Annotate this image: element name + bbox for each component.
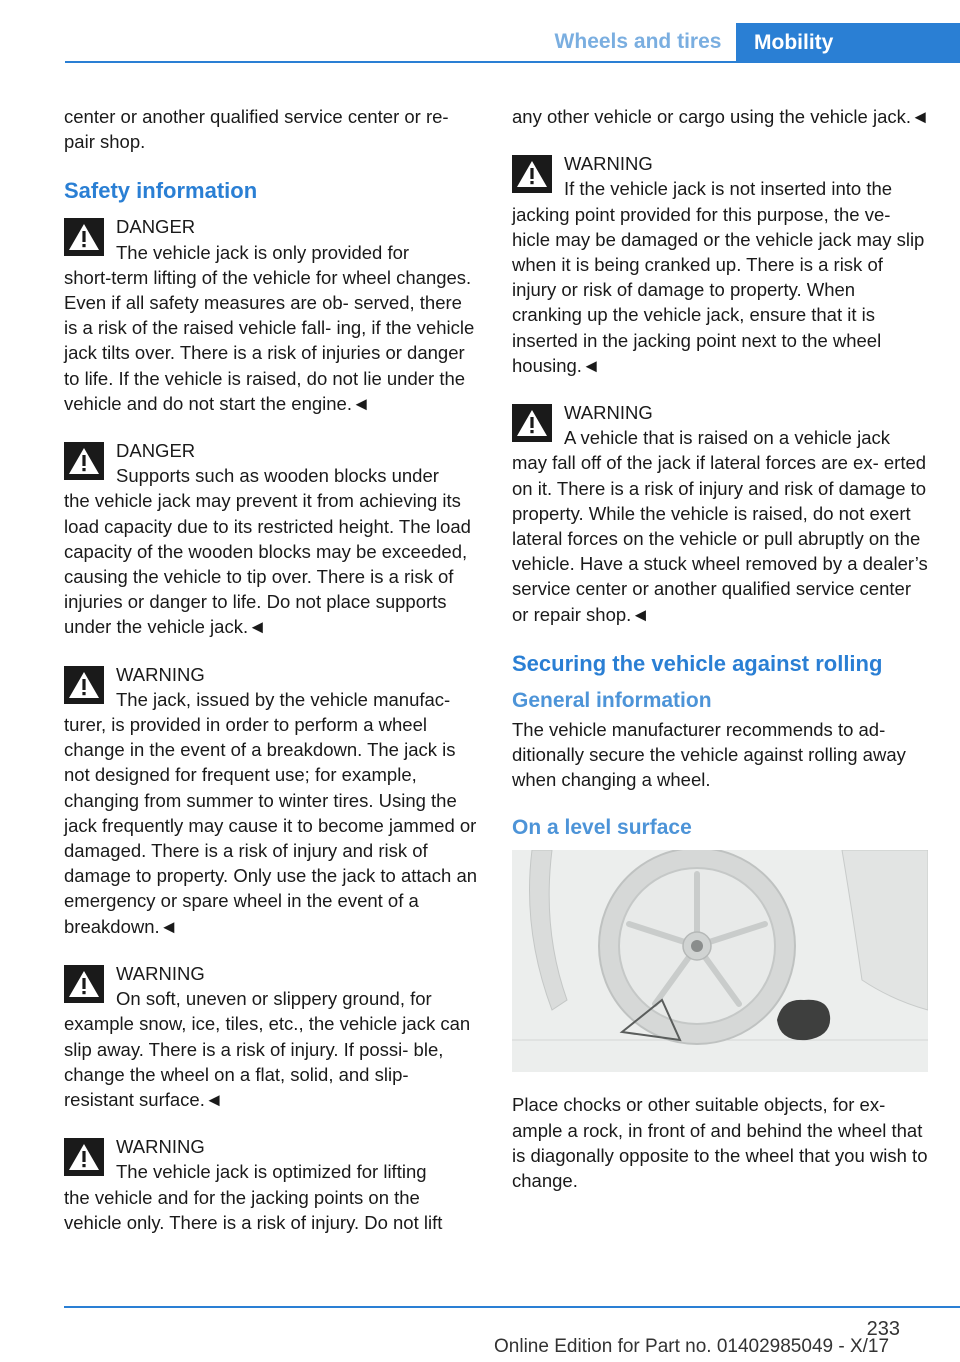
left-column xyxy=(64,104,480,1257)
note-body: the vehicle jack may prevent it from achieving its load capacity due to its restricted height. The load capacity of the wooden blocks may be exceeded, causing the vehicle to tip over. There is a risk of injuries or danger to life. Do not place supports under the vehicle jack.◄ xyxy=(64,490,471,638)
note-label: WARNING xyxy=(116,1136,205,1158)
securing-heading: Securing the vehicle against rolling xyxy=(512,650,883,676)
wheel-chock-illustration xyxy=(512,850,928,1072)
note-label: WARNING xyxy=(116,663,205,685)
page-number: 233 xyxy=(866,1318,900,1340)
note-first-line: The vehicle jack is optimized for lifting xyxy=(116,1161,427,1183)
warning-note-2 xyxy=(64,961,480,1112)
section-tab: Wheels and tires xyxy=(554,30,722,53)
danger-note-2 xyxy=(64,438,480,640)
note-first-line: The jack, issued by the vehicle manufac‐ xyxy=(116,688,451,710)
note-label: DANGER xyxy=(116,440,196,462)
warning-note-3 xyxy=(64,1134,480,1235)
warning-triangle-icon xyxy=(512,404,552,442)
warning-triangle-icon xyxy=(64,218,104,256)
note-body: turer, is provided in order to perform a wheel change in the event of a breakdown. The jack is not designed for frequent use; for example, changing from summer to winter tires. Using the jack frequently may cause it to become jammed or damaged. There is a risk of injury and risk of damage to property. Only use the jack to attach an emergency or spare wheel in the event of a breakdown.◄ xyxy=(64,714,478,937)
note-label: WARNING xyxy=(564,402,653,424)
warning-triangle-icon xyxy=(64,1138,104,1176)
danger-note-1 xyxy=(64,214,480,416)
continued-text: any other vehicle or cargo using the vehicle jack.◄ xyxy=(512,106,930,127)
note-first-line: On soft, uneven or slippery ground, for xyxy=(116,988,432,1010)
note-first-line: A vehicle that is raised on a vehicle jack xyxy=(564,427,890,449)
warning-note-4 xyxy=(512,151,930,378)
note-first-line: Supports such as wooden blocks under xyxy=(116,465,439,487)
note-body: may fall off of the jack if lateral forces are ex‐ erted on it. There is a risk of injury and risk of damage to property. While the vehicle is raised, do not exert lateral forces on the vehicle or pull abruptly on the vehicle. Have a stuck wheel removed by a dealer’s service center or another qualified service center or repair shop.◄ xyxy=(512,452,928,625)
note-body: example snow, ice, tiles, etc., the vehicle jack can slip away. There is a risk of injury. If possi‐ ble, change the wheel on a flat, solid, and slip- resistant surface.◄ xyxy=(64,1013,471,1110)
section-heading: Safety information xyxy=(64,178,258,204)
general-info-text: The vehicle manufacturer recommends to ad‐ ditionally secure the vehicle against rolling away when changing a wheel. xyxy=(512,718,906,791)
warning-triangle-icon xyxy=(64,666,104,704)
general-info-heading: General information xyxy=(512,688,712,712)
note-body: short-term lifting of the vehicle for wheel changes. Even if all safety measures are ob‐ served, there is a risk of the raised vehicle fall‐ ing, if the vehicle jack tilts over. There is a risk of injuries or danger to life. If the vehicle is raised, do not lie under the vehicle and do not start the engine.◄ xyxy=(64,266,475,414)
note-first-line: If the vehicle jack is not inserted into the xyxy=(564,178,893,200)
note-body: jacking point provided for this purpose, the ve‐ hicle may be damaged or the vehicle jack may slip when it is being cranked up. There is a risk of injury or risk of damage to property. When cranking up the vehicle jack, ensure that it is inserted in the jacking point next to the wheel housing.◄ xyxy=(512,203,925,376)
warning-note-5 xyxy=(512,400,930,627)
note-first-line: The vehicle jack is only provided for xyxy=(116,241,410,263)
footer-rule xyxy=(64,1306,960,1308)
header-rule xyxy=(65,61,960,63)
warning-triangle-icon xyxy=(64,965,104,1003)
intro-text: center or another qualified service center or re‐ pair shop. xyxy=(64,106,449,153)
warning-note-1 xyxy=(64,662,480,939)
note-label: DANGER xyxy=(116,216,196,238)
note-label: WARNING xyxy=(564,153,653,175)
edition-footer: Online Edition for Part no. 01402985049 - X/17 xyxy=(494,1336,890,1357)
figure-caption: Place chocks or other suitable objects, for ex‐ ample a rock, in front of and behind the wheel that is diagonally opposite to the wheel that you wish to change. xyxy=(512,1094,928,1192)
right-column xyxy=(512,104,930,1215)
warning-triangle-icon xyxy=(64,442,104,480)
chapter-tab: Mobility xyxy=(736,23,960,63)
warning-triangle-icon xyxy=(512,155,552,193)
wheel-rock-figure xyxy=(512,850,928,1072)
note-label: WARNING xyxy=(116,962,205,984)
note-body: the vehicle and for the jacking points on the vehicle only. There is a risk of injury. Do not lift xyxy=(64,1186,443,1233)
level-surface-heading: On a level surface xyxy=(512,816,692,840)
